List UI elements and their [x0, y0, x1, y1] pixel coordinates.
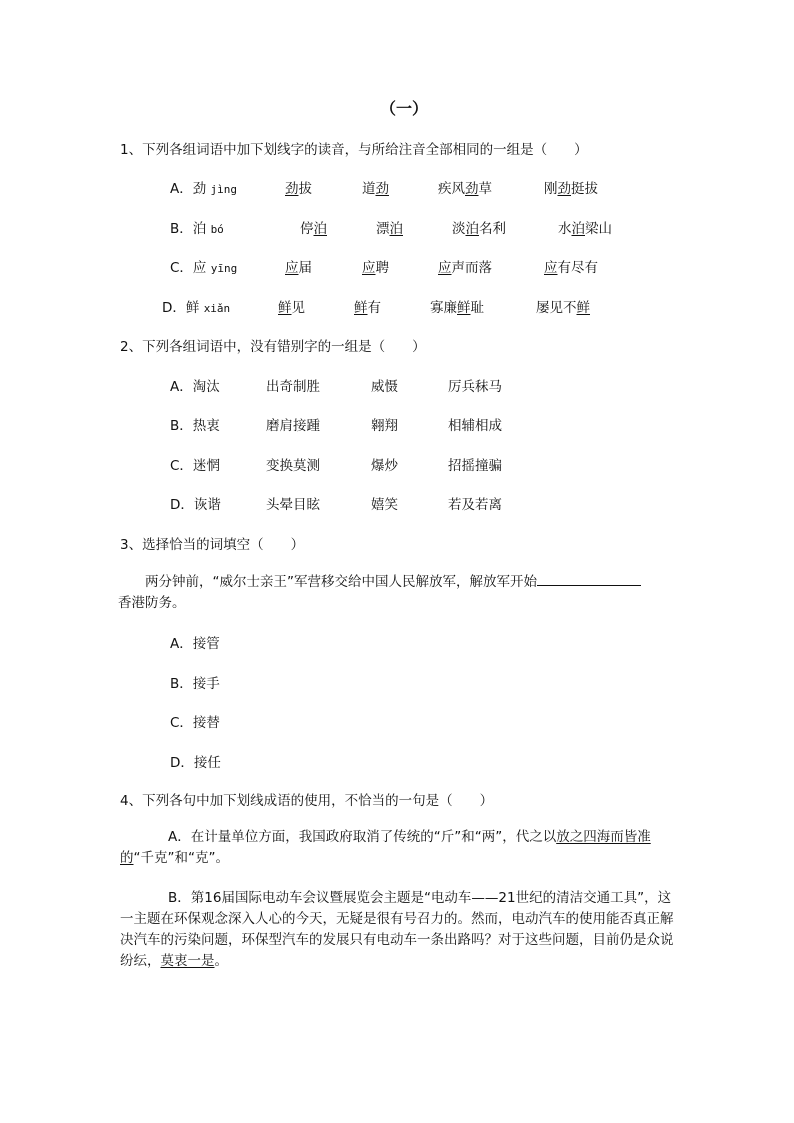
question-1-option-label [170, 177, 237, 197]
question-2-word: 翱翔 [371, 418, 398, 434]
underlined-char: 应 [544, 260, 558, 276]
question-4-a-idiom: 放之四海而皆准的 [120, 829, 651, 866]
option-letter-char: B．泊 [170, 221, 211, 237]
option-letter-char: D．鲜 [162, 300, 204, 316]
question-3-option-a: A．接管 [170, 636, 220, 652]
question-1-word: 应有尽有 [544, 260, 598, 276]
question-4-b-text-end: 。 [214, 953, 228, 969]
question-2-word: 嬉笑 [371, 497, 398, 513]
question-2-word: 磨肩接踵 [266, 418, 320, 434]
underlined-char: 劲 [285, 181, 299, 197]
question-1-word: 劲拔 [285, 181, 312, 197]
question-3-text-after: 香港防务。 [118, 595, 186, 611]
question-2-word: 爆炒 [371, 458, 398, 474]
question-1-word: 鲜有 [354, 300, 381, 316]
question-1-word: 淡泊名利 [452, 221, 506, 237]
option-pinyin: jìng [210, 183, 238, 196]
underlined-char: 泊 [571, 221, 585, 237]
question-2-option-label: D．诙谐 [170, 497, 221, 513]
option-letter-char: C．应 [170, 260, 211, 276]
option-pinyin: xiǎn [203, 302, 231, 315]
underlined-char: 应 [285, 260, 299, 276]
question-2-option-label: C．迷惘 [170, 458, 220, 474]
question-2-stem: 2、下列各组词语中，没有错别字的一组是（ ） [120, 339, 426, 355]
page-title: （一） [380, 99, 429, 118]
question-2-word: 出奇制胜 [266, 379, 320, 395]
question-1-word: 道劲 [362, 181, 389, 197]
underlined-char: 劲 [557, 181, 571, 197]
question-3-paragraph [118, 571, 678, 614]
question-3-option-c: C．接替 [170, 715, 220, 731]
underlined-char: 应 [362, 260, 376, 276]
question-4-option-b [120, 888, 676, 972]
question-1-word: 漂泊 [376, 221, 403, 237]
question-1-word: 应聘 [362, 260, 389, 276]
underlined-char: 泊 [313, 221, 327, 237]
question-1-word: 疾风劲草 [438, 181, 492, 197]
question-3-option-d: D．接任 [170, 755, 221, 771]
underlined-char: 泊 [465, 221, 479, 237]
option-letter-char: A．劲 [170, 181, 211, 197]
underlined-char: 应 [438, 260, 452, 276]
question-4-a-text-end: “千克”和“克”。 [133, 850, 229, 866]
question-1-word: 刚劲挺拔 [544, 181, 598, 197]
underlined-char: 鲜 [354, 300, 368, 316]
underlined-char: 劲 [375, 181, 389, 197]
underlined-char: 鲜 [278, 300, 292, 316]
question-2-word: 变换莫测 [266, 458, 320, 474]
question-2-word: 威慑 [371, 379, 398, 395]
question-3-option-b: B．接手 [170, 676, 220, 692]
underlined-char: 泊 [389, 221, 403, 237]
question-2-word: 招摇撞骗 [448, 458, 502, 474]
question-1-word: 应届 [285, 260, 312, 276]
option-pinyin: yīng [210, 262, 238, 275]
question-1-option-label [162, 296, 230, 316]
question-1-word: 寡廉鲜耻 [430, 300, 484, 316]
question-4-option-a [120, 827, 676, 869]
question-2-word: 厉兵秣马 [448, 379, 502, 395]
question-1-word: 屡见不鲜 [536, 300, 590, 316]
underlined-char: 劲 [465, 181, 479, 197]
question-3-stem: 3、选择恰当的词填空（ ） [120, 537, 305, 553]
question-1-word: 停泊 [300, 221, 327, 237]
question-1-option-label [170, 217, 224, 237]
question-2-word: 头晕目眩 [266, 497, 320, 513]
question-1-stem: 1、下列各组词语中加下划线字的读音，与所给注音全部相同的一组是（ ） [120, 142, 588, 158]
underlined-char: 鲜 [457, 300, 471, 316]
underlined-char: 鲜 [576, 300, 590, 316]
question-1-option-label [170, 256, 237, 276]
question-1-word: 应声而落 [438, 260, 492, 276]
question-3-text-before: 两分钟前，“威尔士亲王”军营移交给中国人民解放军，解放军开始 [145, 574, 537, 590]
question-2-option-label: A．淘汰 [170, 379, 220, 395]
question-3-blank[interactable] [537, 571, 641, 586]
question-2-word: 若及若离 [448, 497, 502, 513]
option-pinyin: bó [210, 223, 224, 236]
question-4-b-idiom: 莫衷一是 [160, 953, 215, 969]
question-4-b-text: B．第16届国际电动车会议暨展览会主题是“电动车——21世纪的清洁交通工具”，这一主题在环保观念深入人心的今天，无疑是很有号召力的。然而，电动汽车的使用能否真正解决汽车的污染问题，环保型汽车的发展只有电动车一条出路吗？对于这些问题，目前仍是众说纷纭， [120, 890, 674, 969]
question-1-word: 水泊梁山 [558, 221, 612, 237]
question-1-word: 鲜见 [278, 300, 305, 316]
question-2-word: 相辅相成 [448, 418, 502, 434]
question-2-option-label: B．热衷 [170, 418, 220, 434]
question-4-stem: 4、下列各句中加下划线成语的使用，不恰当的一句是（ ） [120, 793, 494, 809]
question-4-a-text: A．在计量单位方面，我国政府取消了传统的“斤”和“两”，代之以 [168, 829, 557, 845]
